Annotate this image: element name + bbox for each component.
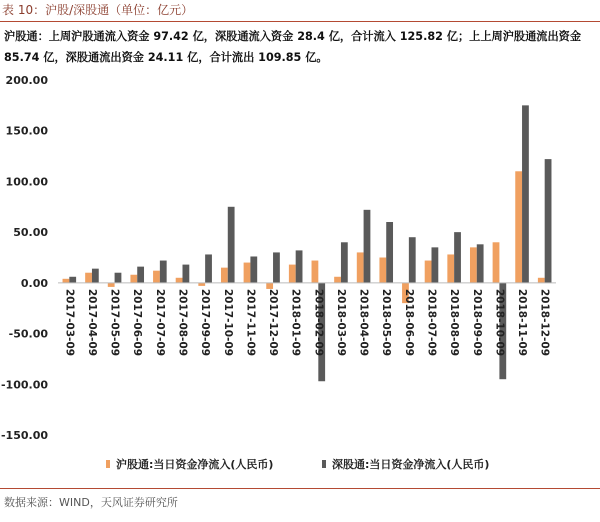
bar-hgt bbox=[493, 242, 500, 283]
bar-hgt bbox=[357, 252, 364, 282]
x-tick-label: 2018-03-09 bbox=[334, 288, 347, 357]
flow-chart bbox=[0, 70, 600, 486]
bar-sgt bbox=[250, 256, 257, 282]
x-tick-label: 2018-06-09 bbox=[402, 288, 415, 357]
bar-sgt bbox=[228, 207, 235, 283]
bar-hgt bbox=[538, 278, 545, 283]
x-tick-label: 2017-07-09 bbox=[153, 288, 166, 357]
y-tick-label: -100.00 bbox=[0, 378, 48, 392]
y-tick-label: 50.00 bbox=[13, 226, 48, 240]
x-tick-label: 2018-05-09 bbox=[380, 288, 393, 357]
bar-hgt bbox=[425, 261, 432, 283]
bar-sgt bbox=[273, 252, 280, 282]
legend-swatch-sgt bbox=[322, 460, 326, 468]
bar-sgt bbox=[183, 265, 190, 283]
y-tick-label: 100.00 bbox=[5, 175, 48, 189]
bar-sgt bbox=[92, 269, 99, 283]
x-tick-label: 2017-04-09 bbox=[85, 288, 98, 357]
bar-hgt bbox=[130, 275, 137, 283]
bar-sgt bbox=[545, 159, 552, 283]
bar-sgt bbox=[364, 210, 371, 283]
x-tick-label: 2018-07-09 bbox=[425, 288, 438, 357]
x-tick-label: 2017-08-09 bbox=[176, 288, 189, 357]
x-tick-label: 2018-11-09 bbox=[516, 288, 529, 357]
y-tick-label: 0.00 bbox=[20, 276, 48, 290]
bar-sgt bbox=[115, 273, 122, 283]
bar-hgt bbox=[244, 263, 251, 283]
x-tick-label: 2017-05-09 bbox=[108, 288, 121, 357]
legend bbox=[106, 457, 489, 471]
legend-label-sgt: 深股通:当日资金净流入(人民币) bbox=[332, 458, 490, 471]
x-tick-label: 2017-03-09 bbox=[63, 288, 76, 357]
x-tick-label: 2017-09-09 bbox=[199, 288, 212, 357]
y-axis bbox=[1, 74, 48, 442]
bar-hgt bbox=[312, 261, 319, 283]
bar-hgt bbox=[221, 268, 228, 283]
x-tick-label: 2017-12-09 bbox=[267, 288, 280, 357]
y-tick-label: -50.00 bbox=[8, 327, 48, 341]
x-tick-label: 2018-01-09 bbox=[289, 288, 302, 357]
legend-swatch-hgt bbox=[106, 460, 110, 468]
bar-sgt bbox=[160, 261, 167, 283]
bar-hgt bbox=[85, 273, 92, 283]
bar-hgt bbox=[447, 254, 454, 282]
bar-hgt bbox=[153, 271, 160, 283]
bar-hgt bbox=[176, 278, 183, 283]
x-tick-label: 2018-09-09 bbox=[470, 288, 483, 357]
bar-sgt bbox=[205, 254, 212, 282]
bar-sgt bbox=[137, 267, 144, 283]
bar-sgt bbox=[409, 237, 416, 283]
bar-sgt bbox=[432, 247, 439, 283]
x-tick-label: 2017-11-09 bbox=[244, 288, 257, 357]
bar-sgt bbox=[386, 222, 393, 283]
x-tick-label: 2018-02-09 bbox=[312, 288, 325, 357]
bar-sgt bbox=[477, 244, 484, 283]
bar-hgt bbox=[515, 171, 522, 283]
y-tick-label: 200.00 bbox=[5, 74, 48, 87]
x-tick-label: 2018-08-09 bbox=[448, 288, 461, 357]
bar-hgt bbox=[63, 279, 70, 283]
bar-sgt bbox=[69, 277, 76, 283]
x-tick-label: 2017-06-09 bbox=[131, 288, 144, 357]
bar-sgt bbox=[341, 242, 348, 283]
bar-hgt bbox=[379, 258, 386, 283]
bar-hgt bbox=[289, 265, 296, 283]
bar-hgt bbox=[108, 283, 115, 287]
bar-sgt bbox=[522, 105, 529, 283]
data-source: 数据来源：WIND，天风证券研究所 bbox=[4, 496, 178, 509]
x-tick-label: 2018-12-09 bbox=[538, 288, 551, 357]
bar-hgt bbox=[334, 277, 341, 283]
x-axis bbox=[63, 289, 550, 356]
bar-hgt bbox=[470, 247, 477, 283]
footer-divider bbox=[0, 488, 600, 489]
summary-text: 沪股通：上周沪股通流入资金 97.42 亿，深股通流入资金 28.4 亿，合计流入 125.82 亿；上上周沪股通流出资金 85.74 亿，深股通流出资金 24.11 亿，合计流出 109.85 亿。 bbox=[4, 30, 582, 64]
table-caption: 表 10：沪股/深股通（单位：亿元） bbox=[2, 3, 194, 17]
bar-sgt bbox=[454, 232, 461, 283]
bar-sgt bbox=[296, 250, 303, 282]
legend-label-hgt: 沪股通:当日资金净流入(人民币) bbox=[116, 458, 274, 471]
x-tick-label: 2018-10-09 bbox=[493, 288, 506, 357]
x-tick-label: 2018-04-09 bbox=[357, 288, 370, 357]
x-tick-label: 2017-10-09 bbox=[221, 288, 234, 357]
caption-divider bbox=[0, 21, 600, 22]
y-tick-label: -150.00 bbox=[0, 429, 48, 442]
y-tick-label: 150.00 bbox=[5, 124, 48, 138]
